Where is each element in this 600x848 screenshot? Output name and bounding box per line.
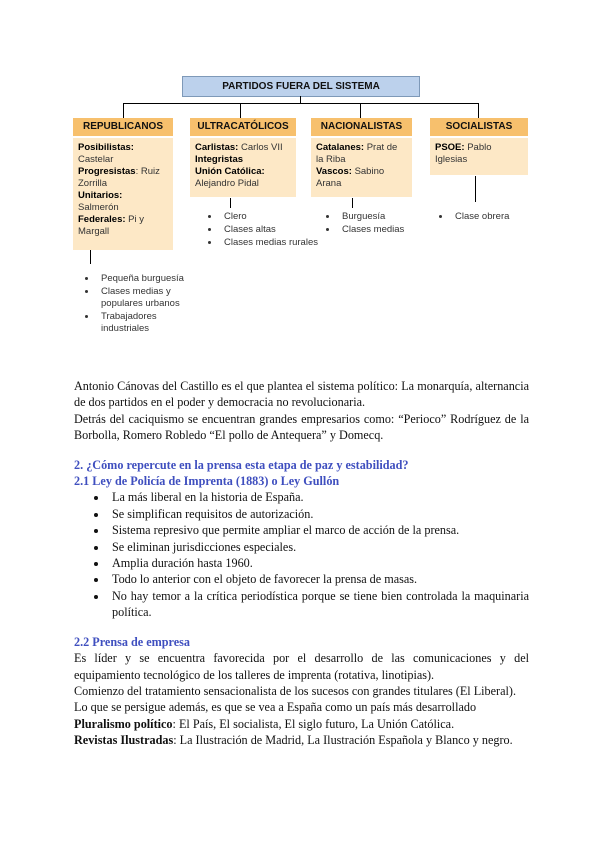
list-item: • Clases medias rurales — [220, 237, 320, 249]
list-item: • Clase obrera — [451, 211, 561, 223]
row-union-catolica: Unión Católica: Alejandro Pidal — [195, 166, 265, 189]
paragraph-revistas — [74, 732, 529, 748]
arrow-republicanos — [90, 250, 91, 264]
list-item: • Sistema represivo que permite ampliar el marco de acción de la prensa. — [108, 522, 529, 538]
heading-section-2: 2. ¿Cómo repercute en la prensa esta etapa de paz y estabilidad? — [74, 457, 409, 472]
list-ultracatolicos — [198, 211, 320, 250]
body-text — [74, 378, 529, 749]
heading-section-2-1: 2.1 Ley de Policía de Imprenta (1883) o Ley Gullón — [74, 474, 340, 489]
diagram-title: PARTIDOS FUERA DEL SISTEMA — [182, 76, 420, 97]
row-progresistas: Progresistas: Ruiz Zorrilla — [78, 166, 160, 189]
box-republicanos — [73, 138, 173, 250]
header-republicanos: REPUBLICANOS — [73, 118, 173, 136]
list-item: • Pequeña burguesía — [97, 273, 207, 285]
list-ley-imprenta — [74, 489, 529, 620]
row-psoe: PSOE: Pablo Iglesias — [435, 142, 492, 165]
list-item: • Clero — [220, 211, 320, 223]
list-item: • Clases altas — [220, 224, 320, 236]
list-republicanos — [75, 273, 207, 336]
row-catalanes: Catalanes: Prat de la Riba — [316, 142, 398, 165]
arrow-nacionalistas — [352, 198, 353, 208]
revistas-label: Revistas Ilustradas — [74, 733, 174, 748]
heading-section-2-2: 2.2 Prensa de empresa — [74, 634, 190, 649]
header-ultracatolicos: ULTRACATÓLICOS — [190, 118, 296, 136]
list-item: • Burguesía — [338, 211, 438, 223]
connector-socialistas — [478, 103, 479, 118]
list-nacionalistas — [316, 211, 438, 237]
row-federales: Federales: Pi y Margall — [78, 214, 145, 237]
revistas-value: : La Ilustración de Madrid, La Ilustración Española y Blanco y negro. — [173, 733, 513, 748]
list-item: • La más liberal en la historia de España. — [108, 489, 529, 505]
list-socialistas — [429, 211, 561, 224]
box-socialistas — [430, 138, 528, 175]
paragraph-pluralismo — [74, 716, 529, 732]
list-item: • Amplia duración hasta 1960. — [108, 555, 529, 571]
list-item: • Se eliminan jurisdicciones especiales. — [108, 539, 529, 555]
pluralismo-value: : El País, El socialista, El siglo futuro, La Unión Católica. — [172, 716, 455, 731]
row-posibilistas: Posibilistas: Castelar — [78, 142, 134, 165]
connector-horizontal — [123, 103, 478, 104]
paragraph-lider: Es líder y se encuentra favorecida por el desarrollo de las comunicaciones y del equipamiento tecnológico de los talleres de imprenta (rotativa, linotipias). — [74, 651, 529, 682]
box-nacionalistas — [311, 138, 412, 197]
header-nacionalistas: NACIONALISTAS — [311, 118, 412, 136]
paragraph-sensacionalista: Comienzo del tratamiento sensacionalista de los sucesos con grandes titulares (El Liberal). — [74, 683, 516, 698]
row-integristas: Integristas — [195, 154, 244, 165]
row-unitarios: Unitarios: Salmerón — [78, 190, 123, 213]
paragraph-canovas: Antonio Cánovas del Castillo es el que plantea el sistema político: La monarquía, alternancia de dos partidos en el poder y democracia no revolucionaria. — [74, 379, 529, 410]
arrow-ultracatolicos — [230, 198, 231, 208]
connector-republicanos — [123, 103, 124, 118]
connector-ultracatolicos — [240, 103, 241, 118]
paragraph-caciquismo: Detrás del caciquismo se encuentran grandes empresarios como: “Perioco” Rodríguez de la Borbolla, Romero Robledo “El pollo de Antequera” y Domecq. — [74, 411, 529, 443]
row-carlistas: Carlistas: Carlos VII — [195, 142, 283, 153]
pluralismo-label: Pluralismo político — [74, 716, 173, 731]
header-socialistas: SOCIALISTAS — [430, 118, 528, 136]
list-item: • Todo lo anterior con el objeto de favorecer la prensa de masas. — [108, 571, 529, 587]
connector-nacionalistas — [360, 103, 361, 118]
connector-vertical-main — [300, 96, 301, 103]
list-item: • Trabajadores industriales — [97, 311, 207, 335]
list-item: • Se simplifican requisitos de autorización. — [108, 506, 529, 522]
box-ultracatolicos — [190, 138, 296, 197]
list-item: • Clases medias y populares urbanos — [97, 286, 207, 310]
paragraph-persigue: Lo que se persigue además, es que se vea a España como un país más desarrollado — [74, 700, 477, 715]
list-item: • Clases medias — [338, 224, 438, 236]
list-item: • No hay temor a la crítica periodística porque se tiene bien controlada la maquinaria política. — [108, 588, 529, 621]
arrow-socialistas — [475, 176, 476, 202]
row-vascos: Vascos: Sabino Arana — [316, 166, 385, 189]
